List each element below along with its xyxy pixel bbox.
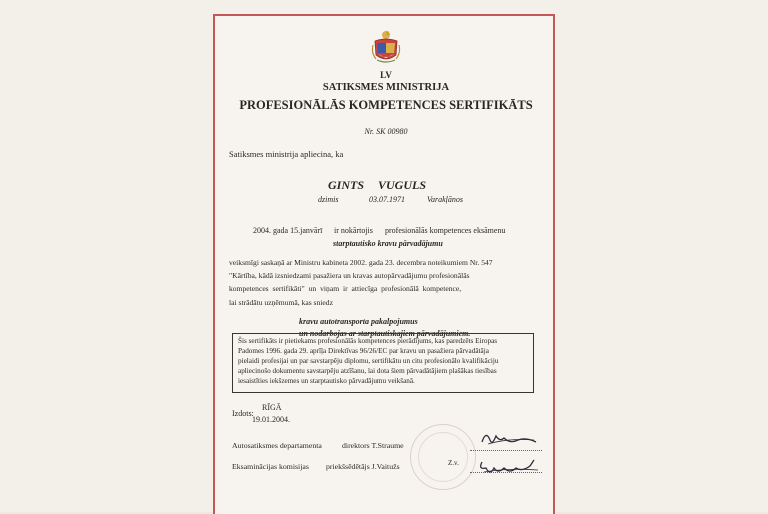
official-seal-inner (418, 432, 468, 482)
issued-date: 19.01.2004. (252, 415, 290, 424)
notice-box (232, 333, 534, 393)
notice-line: iesaistīties iekšzemes un starptautisko pārvadājumu veikšanā. (238, 377, 415, 385)
certificate-title: PROFESIONĀLĀS KOMPETENCES SERTIFIKĀTS (239, 98, 533, 112)
birth-date: 03.07.1971 (369, 195, 405, 204)
seal-mark-label: Z.v. (448, 459, 459, 467)
body-line: veiksmīgi saskaņā ar Ministru kabineta 2002. gada 23. decembra noteikumiem Nr. 547 (229, 258, 493, 267)
body-line: kompetences sertifikāti" un viņam ir attiecīga profesionālā kompetence, (229, 284, 462, 293)
services-line: un nodarbojas ar starptautiskajiem pārvadājumiem. (299, 329, 471, 338)
born-label: dzimis (318, 195, 339, 204)
issued-label: Izdots: (232, 409, 254, 418)
country-code: LV (380, 70, 392, 80)
exam-date: 2004. gada 15.janvārī (253, 226, 323, 235)
notice-line: pielaidi profesijai un par savstarpēju diplomu, sertifikātu un citu profesionālo kvalifikāciju (238, 357, 499, 365)
notice-line: apliecinošo dokumentu savstarpēju atzīšanu, lai dota šiem pārvadātājiem plašākas tiesības (238, 367, 497, 375)
body-line: "Kārtība, kādā izsniedzami pasažiera un kravas autopārvadājumu profesionālās (229, 271, 470, 280)
commission-label: Eksaminācijas komisijas (232, 462, 309, 471)
holder-first-name: GINTS (328, 178, 365, 192)
department-label: Autosatiksmes departamenta (232, 441, 322, 450)
birth-place: Varakļānos (427, 195, 463, 204)
services-line: kravu autotransporta pakalpojumus (299, 317, 418, 326)
chairman-label: priekšsēdētājs J.Vaitužs (326, 462, 400, 471)
issued-place: RĪGĀ (262, 403, 282, 412)
coat-of-arms-icon (371, 29, 401, 65)
director-label: direktors T.Straume (342, 441, 404, 450)
notice-line: Padomes 1996. gada 29. aprīļa Direktīvas 96/26/EC par kravu un pasažiera pārvadātāja (238, 347, 489, 355)
signature-line (470, 450, 542, 451)
holder-last-name: VUGULS (378, 178, 427, 192)
signature-icon (476, 456, 542, 480)
exam-passed: ir nokārtojis (334, 226, 373, 235)
ministry-name: SATIKSMES MINISTRIJA (322, 82, 450, 93)
exam-name: profesionālās kompetences eksāmenu (385, 226, 506, 235)
exam-type: starptautisko kravu pārvadājumu (333, 239, 443, 248)
intro-text: Satiksmes ministrija apliecina, ka (229, 149, 344, 159)
notice-line: Šis sertifikāts ir pietiekams profesionālās kompetences pierādījums, kas paredzēts Eiropas (238, 337, 498, 345)
body-line: lai strādātu uzņēmumā, kas sniedz (229, 298, 333, 307)
certificate-number: Nr. SK 00980 (364, 127, 408, 136)
signature-icon (478, 428, 540, 450)
